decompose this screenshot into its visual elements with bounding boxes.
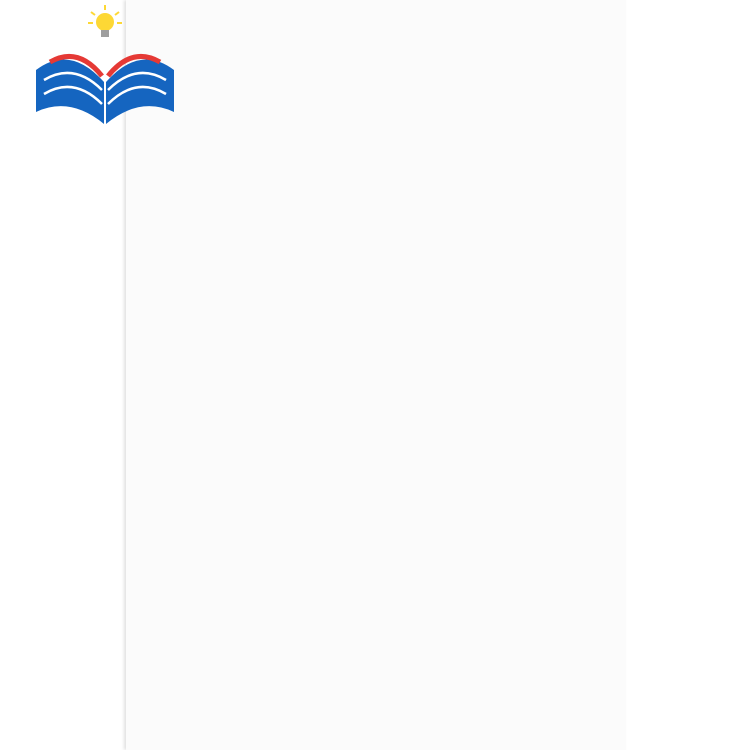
open-book-icon (0, 0, 200, 140)
show-through-text (505, 40, 625, 300)
manhhung-book-logo (0, 0, 200, 170)
lightbulb-icon (96, 13, 114, 31)
